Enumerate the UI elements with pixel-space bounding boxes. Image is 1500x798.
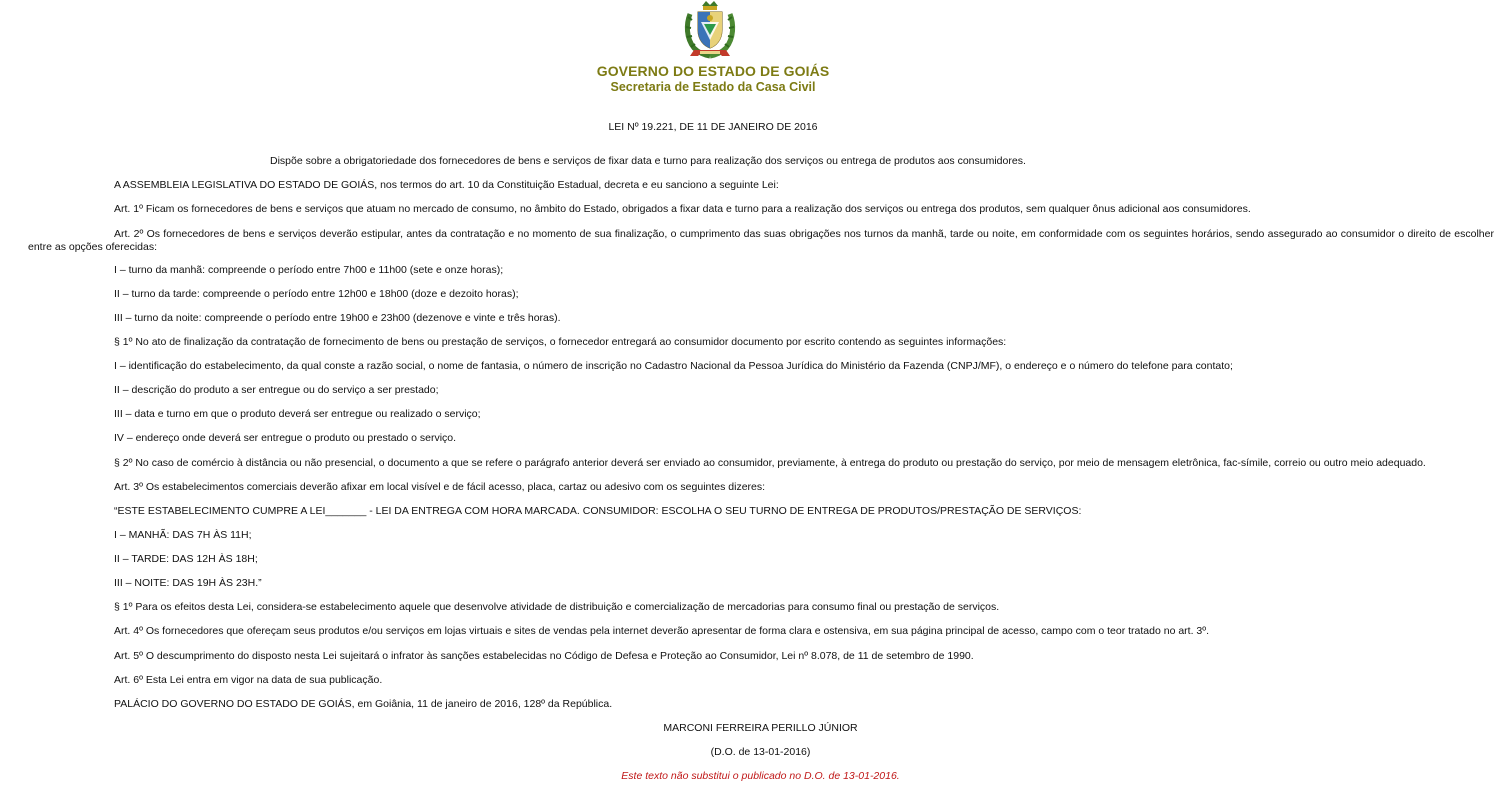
article-2-item-ii: II – turno da tarde: compreende o período entre 12h00 e 18h00 (doze e dezoito horas); xyxy=(114,288,519,300)
article-2-paragraph-2: § 2º No caso de comércio à distância ou não presencial, o documento a que se refere o parágrafo anterior deverá ser enviado ao consumidor, previamente, à entrega do produto ou prestação do serviço, por meio de mensagem eletrônica, fac-símile, correio ou outro meio adequado. xyxy=(114,457,1426,469)
paragraph-1-item-i: I – identificação do estabelecimento, da qual conste a razão social, o nome de fantasia, o número de inscrição no Cadastro Nacional da Pessoa Jurídica do Ministério da Fazenda (CNPJ/MF), o endereço e o número do telefone para contato; xyxy=(114,360,1233,372)
article-2-paragraph-1: § 1º No ato de finalização da contratação de fornecimento de bens ou prestação de serviços, o fornecedor entregará ao consumidor documento por escrito contendo as seguintes informações: xyxy=(114,336,1007,348)
article-2: Art. 2º Os fornecedores de bens e serviços deverão estipular, antes da contratação e no momento de sua finalização, o cumprimento das suas obrigações nos turnos da manhã, tarde ou noite, em conformidade com os seguintes horários, sendo assegurado ao consumidor o direito de escolher entre as opções oferecidas: xyxy=(28,228,1494,253)
law-title: LEI Nº 19.221, DE 11 DE JANEIRO DE 2016 xyxy=(608,121,818,133)
article-3: Art. 3º Os estabelecimentos comerciais deverão afixar em local visível e de fácil acesso, placa, cartaz ou adesivo com os seguintes dizeres: xyxy=(114,481,766,493)
signatory: MARCONI FERREIRA PERILLO JÚNIOR xyxy=(663,722,858,734)
article-1: Art. 1º Ficam os fornecedores de bens e serviços que atuam no mercado de consumo, no âmbito do Estado, obrigados a fixar data e turno para a realização dos serviços ou entrega dos produtos, sem qualquer ônus adicional aos consumidores. xyxy=(114,203,1251,215)
law-ementa: Dispõe sobre a obrigatoriedade dos fornecedores de bens e serviços de fixar data e turno para realização dos serviços ou entrega de produtos aos consumidores. xyxy=(270,155,1026,167)
article-2-item-i: I – turno da manhã: compreende o período entre 7h00 e 11h00 (sete e onze horas); xyxy=(114,264,504,276)
closing-statement: PALÁCIO DO GOVERNO DO ESTADO DE GOIÁS, em Goiânia, 11 de janeiro de 2016, 128º da República. xyxy=(114,698,613,710)
coat-of-arms-icon xyxy=(684,0,736,62)
quote-item-afternoon: II – TARDE: DAS 12H ÀS 18H; xyxy=(114,553,258,565)
article-4: Art. 4º Os fornecedores que ofereçam seus produtos e/ou serviços em lojas virtuais e sites de vendas pela internet deverão apresentar de forma clara e ostensiva, em sua página principal de acesso, campo com o teor tratado no art. 3º. xyxy=(114,625,1210,637)
preamble: A ASSEMBLEIA LEGISLATIVA DO ESTADO DE GOIÁS, nos termos do art. 10 da Constituição Estadual, decreta e eu sanciono a seguinte Lei: xyxy=(114,179,779,191)
disclaimer-note: Este texto não substitui o publicado no D.O. de 13-01-2016. xyxy=(621,770,900,782)
paragraph-1-item-ii: II – descrição do produto a ser entregue ou do serviço a ser prestado; xyxy=(114,384,439,396)
article-3-quote: “ESTE ESTABELECIMENTO CUMPRE A LEI_______ - LEI DA ENTREGA COM HORA MARCADA. CONSUMIDOR: ESCOLHA O SEU TURNO DE ENTREGA DE PRODUTOS/PRESTAÇÃO DE SERVIÇOS: xyxy=(114,505,1082,517)
article-6: Art. 6º Esta Lei entra em vigor na data de sua publicação. xyxy=(114,674,383,686)
paragraph-1-item-iii: III – data e turno em que o produto deverá ser entregue ou realizado o serviço; xyxy=(114,408,481,420)
secretariat-subtitle: Secretaria de Estado da Casa Civil xyxy=(610,80,816,94)
quote-item-morning: I – MANHÃ: DAS 7H ÀS 11H; xyxy=(114,529,252,541)
article-5: Art. 5º O descumprimento do disposto nesta Lei sujeitará o infrator às sanções estabelecidas no Código de Defesa e Proteção ao Consumidor, Lei nº 8.078, de 11 de setembro de 1990. xyxy=(114,650,974,662)
article-3-paragraph-1: § 1º Para os efeitos desta Lei, considera-se estabelecimento aquele que desenvolve atividade de distribuição e comercialização de mercadorias para consumo final ou prestação de serviços. xyxy=(114,601,1000,613)
publication-reference: (D.O. de 13-01-2016) xyxy=(710,746,811,758)
quote-item-night: III – NOITE: DAS 19H ÀS 23H.” xyxy=(114,577,262,589)
government-title: GOVERNO DO ESTADO DE GOIÁS xyxy=(596,63,830,79)
paragraph-1-item-iv: IV – endereço onde deverá ser entregue o produto ou prestado o serviço. xyxy=(114,432,457,444)
article-2-item-iii: III – turno da noite: compreende o período entre 19h00 e 23h00 (dezenove e vinte e três horas). xyxy=(114,312,561,324)
